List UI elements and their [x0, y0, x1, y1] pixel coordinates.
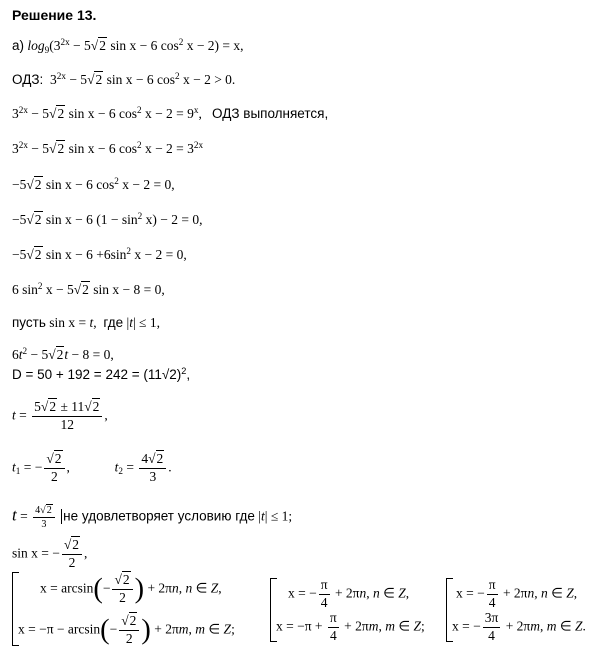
set3-line1: x = − $\frac{\pi}{4}$ + 2πn, n ∈ Z, [456, 577, 578, 610]
set3-line2: x = − $\frac{3\pi}{4}$ + 2πm, m ∈ Z. [452, 610, 586, 643]
set1-line1: x = arcsin(− $\frac{√2}{2}$ ) + 2πn, n ∈ Z, [40, 572, 222, 605]
quadratic-line: $6t^2 - 5√2t - 8 = 0$, [12, 345, 114, 362]
solution-heading: Решение 13. [12, 7, 97, 23]
discriminant-line: $D = 50 + 192 = 242 = (11√2)^2$, [12, 365, 191, 382]
equation-line-7: 6 $\sin^2 x - 5√2$ sin x − 8 = 0, [12, 280, 165, 297]
roots-formula: t = $\frac{5√2 \pm 11√2}{12}$ , [12, 399, 108, 432]
equation-line-3: $3^{2x} - 5√2$ sin x − 6 $\cos^2 x - 2 = 3^{2x}$ [12, 139, 204, 156]
reject-root-line: t = $\frac{4√2}{3}$ не удовлетворяет условию где |t| ≤ 1; [12, 505, 293, 531]
set1-line2: x = −π − arcsin(− $\frac{√2}{2}$ ) + 2πm, m ∈ Z; [18, 613, 235, 646]
odz-line: ОДЗ: $3^{2x} - 5√2$ sin x − 6 $\cos^2 x - 2 > 0$. [12, 70, 236, 87]
set2-line2: x = −π + $\frac{\pi}{4}$ + 2πm, m ∈ Z; [276, 610, 425, 643]
equation-line-2: $3^{2x} - 5√2$ sin x − 6 $\cos^2 x - 2 = 9^x$, ОДЗ выполняется, [12, 104, 329, 121]
equation-line-4: −5√2 sin x − 6 $\cos^2 x - 2 = 0$, [12, 175, 175, 192]
substitution-line: пусть sin x = t, где |t| ≤ 1, [12, 315, 160, 330]
set2-line1: x = − $\frac{\pi}{4}$ + 2πn, n ∈ Z, [288, 577, 410, 610]
sin-value-line: sin x = − $\frac{√2}{2}$ , [12, 537, 88, 570]
roots-values: $t_1$ = − $\frac{√2}{2}$ , $t_2$ = $\frac{4√2}{3}$ . [12, 451, 172, 484]
equation-line-6: −5√2 $\sin x - 6 +6\sin^2$ x − 2 = 0, [12, 245, 187, 262]
equation-line-5: −5√2 sin x − 6 $(1 - \sin^2 x) - 2 = 0$, [12, 210, 203, 227]
equation-line-1: а) $\log_9(3^{2x} - 5√2$ sin x − 6 $\cos^2 x - 2) = x$, [12, 36, 244, 55]
